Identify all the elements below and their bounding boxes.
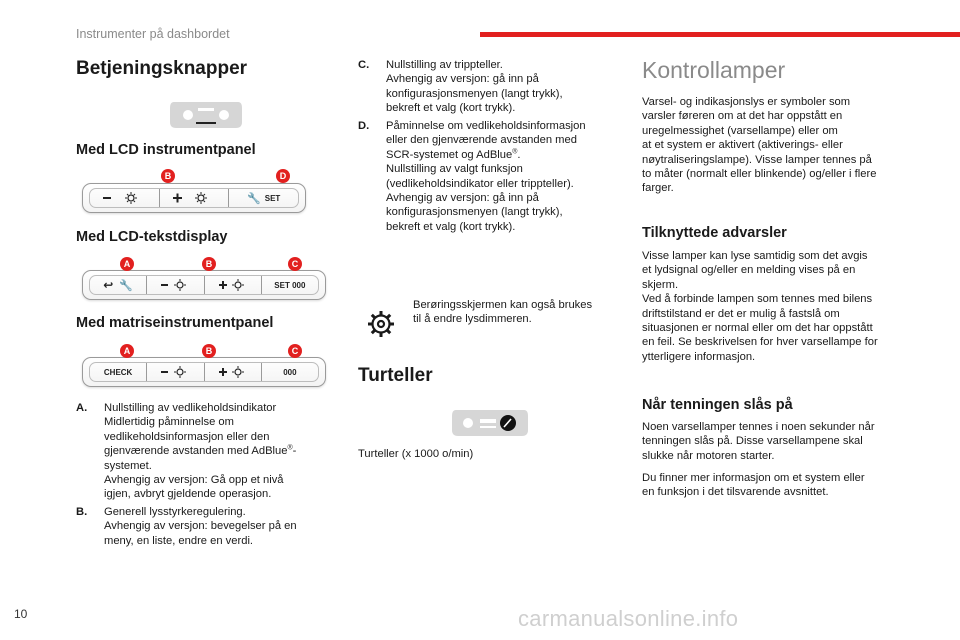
reset-000-button[interactable] bbox=[261, 363, 318, 381]
brightness-down-button[interactable] bbox=[146, 363, 203, 381]
subheading-matrix-panel: Med matriseinstrumentpanel bbox=[76, 315, 274, 331]
list-line: Avhengig av versjon: gå inn på bbox=[386, 192, 539, 205]
list-letter: B. bbox=[76, 506, 88, 518]
note-line: til å endre lysdimmeren. bbox=[413, 313, 532, 326]
tachometer-caption: Turteller (x 1000 o/min) bbox=[358, 448, 474, 460]
list-line: eller den gjenværende avstanden med bbox=[386, 134, 577, 147]
callout-badge-c: C bbox=[288, 344, 302, 358]
wrench-icon: 🔧 bbox=[119, 279, 133, 292]
settings-gear-icon bbox=[366, 309, 396, 339]
subheading-associated-warnings: Tilknyttede advarsler bbox=[642, 225, 787, 241]
plus-brightness-icon bbox=[218, 365, 248, 379]
reset-000-label: 000 bbox=[283, 367, 297, 377]
paragraph-line: uregelmessighet (varsellampe) eller om bbox=[642, 124, 838, 137]
paragraph-line: Varsel- og indikasjonslys er symboler som bbox=[642, 96, 851, 108]
paragraph-line: Du finner mer informasjon om et system eller bbox=[642, 472, 865, 484]
paragraph-line: varsler føreren om at det har oppstått en bbox=[642, 110, 843, 123]
header-red-bar bbox=[480, 32, 960, 37]
list-line: Avhengig av versjon: bevegelser på en bbox=[104, 520, 297, 533]
list-line: Nullstilling av trippteller. bbox=[386, 59, 503, 71]
paragraph-line: to måter (normalt eller blinkende) og/eller i flere bbox=[642, 168, 877, 181]
paragraph-line: ytterligere informasjon. bbox=[642, 350, 756, 363]
list-line: meny, en liste, endre en verdi. bbox=[104, 534, 254, 547]
paragraph-line: situasjonen er normal eller om det har oppstått bbox=[642, 322, 873, 335]
list-line: konfigurasjonsmenyen (langt trykk), bbox=[386, 87, 563, 100]
set-reset-button[interactable] bbox=[261, 276, 318, 294]
check-label: CHECK bbox=[103, 367, 133, 377]
note-line: Berøringsskjermen kan også brukes bbox=[413, 299, 593, 311]
paragraph-line: Ved å forbinde lampen som tennes med bilens bbox=[642, 293, 873, 306]
list-line: Nullstilling av valgt funksjon bbox=[386, 163, 523, 176]
paragraph-line: en funksjon i det tilsvarende avsnittet. bbox=[642, 486, 829, 499]
list-letter: D. bbox=[358, 120, 370, 132]
page-number: 10 bbox=[14, 607, 28, 621]
list-line: Nullstilling av vedlikeholdsindikator bbox=[104, 402, 277, 414]
list-letter: A. bbox=[76, 402, 88, 414]
list-line-adblue: SCR-systemet og AdBlue®. bbox=[386, 148, 521, 161]
return-arrow-icon: ↩ bbox=[103, 278, 114, 292]
list-line: bekreft et valg (kort trykk). bbox=[386, 220, 516, 233]
brightness-down-button[interactable] bbox=[146, 276, 203, 294]
set-label: SET bbox=[264, 193, 281, 203]
list-line: Avhengig av versjon: gå inn på bbox=[386, 73, 539, 86]
more-info-paragraph bbox=[642, 471, 922, 500]
subheading-ignition-on: Når tenningen slås på bbox=[642, 397, 793, 413]
brightness-up-button[interactable] bbox=[204, 276, 261, 294]
set-000-label: SET 000 bbox=[274, 280, 306, 290]
control-panel-lcd bbox=[82, 183, 306, 213]
list-line: Påminnelse om vedlikeholdsinformasjon bbox=[386, 120, 586, 132]
section-heading-controls: Betjeningsknapper bbox=[76, 58, 248, 79]
ignition-paragraph bbox=[642, 420, 922, 463]
brightness-down-button[interactable] bbox=[90, 189, 159, 207]
list-item-c bbox=[358, 58, 618, 116]
paragraph-line: Noen varsellamper tennes i noen sekunder når bbox=[642, 421, 875, 433]
list-line-adblue: gjenværende avstanden med AdBlue®- bbox=[104, 444, 297, 458]
intro-paragraph bbox=[642, 95, 922, 196]
list-line: vedlikeholdsinformasjon eller den bbox=[104, 430, 270, 443]
minus-brightness-icon bbox=[160, 278, 190, 292]
paragraph-line: at et system er aktivert (aktiverings- eller bbox=[642, 139, 843, 152]
cluster-controls-illustration bbox=[168, 100, 244, 130]
minus-brightness-icon bbox=[101, 191, 147, 205]
control-panel-matrix bbox=[82, 357, 326, 387]
list-item-d bbox=[358, 119, 620, 234]
paragraph-line: et lydsignal og/eller en melding vises på en bbox=[642, 264, 856, 277]
paragraph-line: farger. bbox=[642, 182, 674, 195]
section-heading-turteller: Turteller bbox=[358, 365, 433, 386]
minus-brightness-icon bbox=[160, 365, 190, 379]
list-line: Avhengig av versjon: Gå opp et nivå bbox=[104, 474, 284, 487]
plus-brightness-icon bbox=[218, 278, 248, 292]
touchscreen-note bbox=[413, 298, 623, 327]
list-letter: C. bbox=[358, 59, 370, 71]
list-item-b bbox=[76, 505, 336, 548]
list-line: Generell lysstyrkeregulering. bbox=[104, 506, 246, 518]
running-header: Instrumenter på dashbordet bbox=[76, 27, 230, 41]
list-line: Midlertidig påminnelse om bbox=[104, 416, 234, 429]
service-set-button[interactable] bbox=[228, 189, 298, 207]
callout-badge-b: B bbox=[202, 344, 216, 358]
plus-brightness-icon bbox=[171, 191, 217, 205]
paragraph-line: Visse lamper kan lyse samtidig som det avgis bbox=[642, 250, 868, 262]
callout-badge-a: A bbox=[120, 257, 134, 271]
wrench-icon: 🔧 bbox=[247, 192, 261, 205]
paragraph-line: tenningen slås på. Disse varsellampene skal bbox=[642, 435, 863, 448]
paragraph-line: skjerm. bbox=[642, 278, 679, 291]
paragraph-line: driftstilstand er det er mulig å fastslå om bbox=[642, 307, 840, 320]
subheading-text-display: Med LCD-tekstdisplay bbox=[76, 229, 228, 245]
brightness-up-button[interactable] bbox=[204, 363, 261, 381]
subheading-lcd-panel: Med LCD instrumentpanel bbox=[76, 142, 256, 158]
callout-badge-d: D bbox=[276, 169, 290, 183]
check-button[interactable] bbox=[90, 363, 146, 381]
callout-badge-c: C bbox=[288, 257, 302, 271]
list-line: systemet. bbox=[104, 459, 152, 472]
list-item-a bbox=[76, 401, 336, 502]
callout-badge-a: A bbox=[120, 344, 134, 358]
back-wrench-button[interactable] bbox=[90, 276, 146, 294]
paragraph-line: nøytraliseringslampe). Visse lamper tennes på bbox=[642, 153, 872, 166]
paragraph-line: slukke når motoren starter. bbox=[642, 449, 775, 462]
paragraph-line: en feil. Se beskrivelsen for hver varsellampe for bbox=[642, 336, 878, 349]
list-line: (vedlikeholdsindikator eller trippteller). bbox=[386, 177, 574, 190]
warnings-paragraph bbox=[642, 249, 922, 364]
control-panel-text-display bbox=[82, 270, 326, 300]
brightness-up-button[interactable] bbox=[159, 189, 229, 207]
callout-badge-b: B bbox=[161, 169, 175, 183]
list-line: igjen, avbryt gjeldende operasjon. bbox=[104, 488, 272, 501]
callout-badge-b: B bbox=[202, 257, 216, 271]
list-line: bekreft et valg (kort trykk). bbox=[386, 102, 516, 115]
section-heading-warning-lamps: Kontrollamper bbox=[642, 57, 786, 83]
tachometer-illustration bbox=[450, 408, 530, 438]
site-watermark: carmanualsonline.info bbox=[518, 606, 739, 631]
list-line: konfigurasjonsmenyen (langt trykk), bbox=[386, 206, 563, 219]
